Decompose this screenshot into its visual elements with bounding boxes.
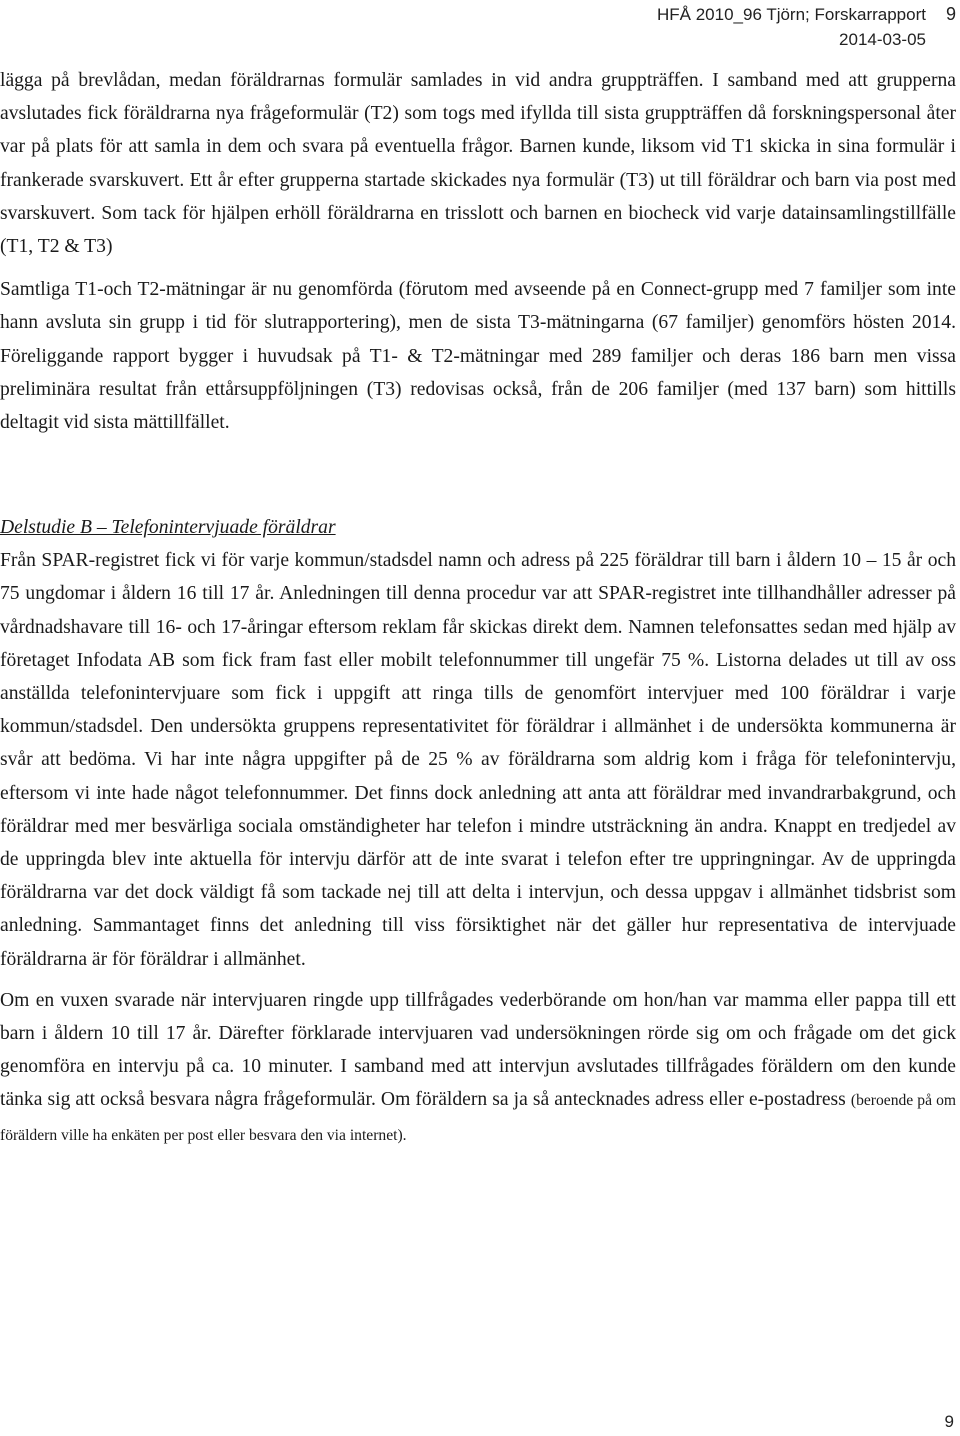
interview-procedure-note: (beroende på om föräldern ville ha enkäten per post eller besvara den via internet). xyxy=(0,1092,957,1144)
header-date: 2014-03-05 xyxy=(839,30,926,49)
paragraph-interview-procedure xyxy=(0,984,956,1152)
footer-page-number: 9 xyxy=(944,1412,954,1431)
header-title: HFÅ 2010_96 Tjörn; Forskarrapport xyxy=(657,5,926,24)
document-body xyxy=(0,64,956,1152)
section-heading-substudy-b: Delstudie B – Telefonintervjuade föräldrar xyxy=(0,517,336,539)
paragraph-measurements-status: Samtliga T1-och T2-mätningar är nu genomförda (förutom med avseende på en Connect-grupp med 7 familjer som inte hann avsluta sin grupp i tid för slutrapportering), men de sista T3-mätningarna (67 familjer) genomförs hösten 2014. Föreliggande rapport bygger i huvudsak på T1- & T2-mätningar med 289 familjer och deras 186 barn men vissa preliminära resultat från ettårsuppföljningen (T3) redovisas också, från de 206 familjer (med 137 barn) som hittills deltagit vid sista mättillfället. xyxy=(0,279,956,434)
page-header xyxy=(657,2,956,52)
paragraph-data-collection: lägga på brevlådan, medan föräldrarnas formulär samlades in vid andra gruppträffen. I samband med att grupperna avslutades fick föräldrarna nya frågeformulär (T2) som togs med ifyllda till sista gruppträffen då forskningspersonal åter var på plats för att samla in dem och svara på eventuella frågor. Barnen kunde, liksom vid T1 skicka in sina formulär i frankerade svarskuvert. Ett år efter grupperna startade skickades nya formulär (T3) ut till föräldrar och barn via post med svarskuvert. Som tack för hjälpen erhöll föräldrarna en trisslott och barnen en biocheck vid varje datainsamlingstillfälle (T1, T2 & T3) xyxy=(0,70,956,258)
paragraph-spar-register: Från SPAR-registret fick vi för varje kommun/stadsdel namn och adress på 225 föräldrar till barn i åldern 10 – 15 år och 75 ungdomar i åldern 16 till 17 år. Anledningen till denna procedur var att SPAR-registret inte tillhandhåller adresser på vårdnadshavare till 16- och 17-åringar eftersom reklam får skickas direkt dem. Namnen telefonsattes sedan med hjälp av företaget Infodata AB som fick fram fast eller mobilt telefonnummer till ungefär 75 %. Listorna delades ut till av oss anställda telefonintervjuare som fick i uppgift att ringa tills de genomfört intervjuer med 100 föräldrar i varje kommun/stadsdel. Den undersökta gruppens representativitet för föräldrar i allmänhet i de undersökta kommunerna är svår att bedöma. Vi har inte några uppgifter på de 25 % av föräldrarna som aldrig kom i fråga för telefonintervju, eftersom vi inte hade något telefonnummer. Det finns dock anledning att anta att föräldrar med invandrarbakgrund, och föräldrar med mer besvärliga sociala omständigheter har telefon i mindre utsträckning än andra. Knappt en tredjedel av de uppringda blev inte aktuella för intervju därför att de inte svarat i telefon efter tre uppringningar. Av de uppringda föräldrarna var det dock väldigt få som tackade nej till att delta i intervjun, och dessa uppgav i allmänhet tidsbrist som anledning. Sammantaget finns det anledning till viss försiktighet när det gäller hur representativa de intervjuade föräldrarna är för föräldrar i allmänhet. xyxy=(0,550,956,970)
interview-procedure-text: Om en vuxen svarade när intervjuaren ringde upp tillfrågades vederbörande om hon/han var mamma eller pappa till ett barn i åldern 10 till 17 år. Därefter förklarade intervjuaren vad undersökningen rörde sig om och frågade om det gick genomföra en intervju på ca. 10 minuter. I samband med att intervjun avslutades tillfrågades föräldern om den kunde tänka sig att också besvara några frågeformulär. Om föräldern sa ja så antecknades adress eller e-postadress xyxy=(0,989,956,1111)
header-page-number: 9 xyxy=(945,4,956,24)
header-title-row xyxy=(657,2,956,27)
